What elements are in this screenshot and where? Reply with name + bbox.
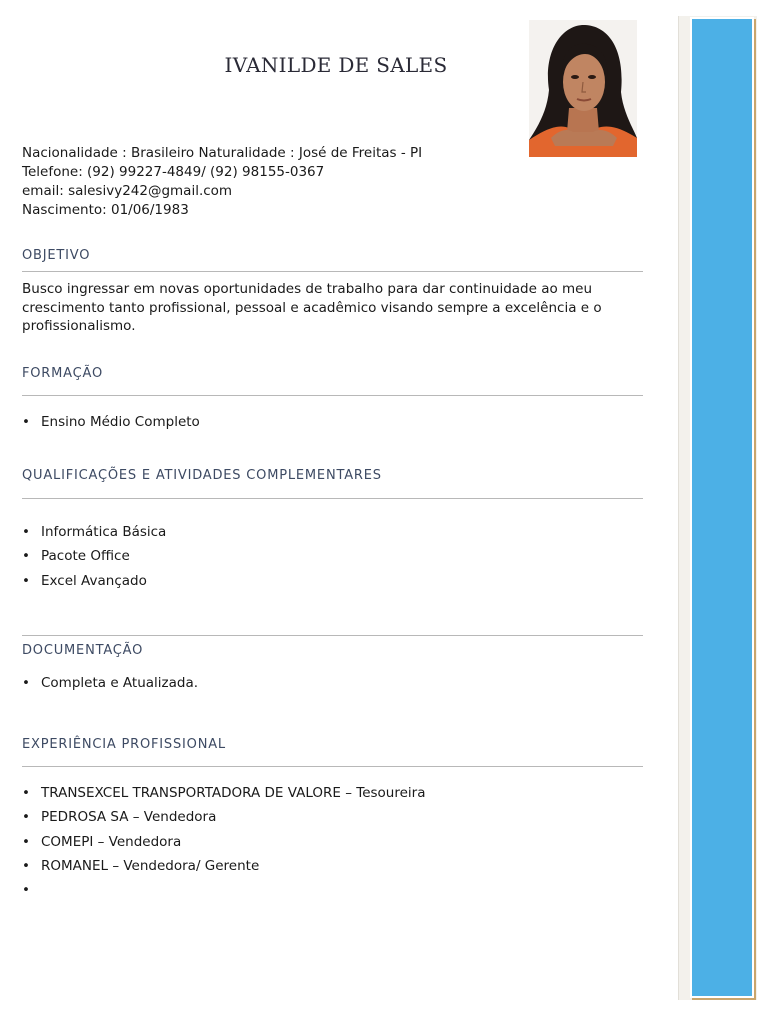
objective-text: Busco ingressar em novas oportunidades de trabalho para dar continuidade ao meu crescimento tanto profissional, pessoal e acadêmico visando sempre a excelência e o profissionalismo. (22, 281, 602, 334)
birthdate-line: Nascimento: 01/06/1983 (22, 202, 189, 218)
section-title-objetivo: OBJETIVO (22, 248, 91, 263)
list-item: • ROMANEL – Vendedora/ Gerente (22, 854, 425, 878)
divider (22, 766, 643, 767)
list-item (22, 878, 425, 902)
phone-line: Telefone: (92) 99227-4849/ (92) 98155-0367 (22, 164, 325, 180)
list-item: • Informática Básica (22, 520, 166, 544)
experience-list (22, 781, 425, 902)
profile-photo (529, 20, 637, 157)
candidate-name: IVANILDE DE SALES (224, 53, 448, 77)
list-item: • TRANSEXCEL TRANSPORTADORA DE VALORE – Tesoureira (22, 781, 425, 805)
section-title-documentacao: DOCUMENTAÇÃO (22, 643, 144, 658)
divider (22, 498, 643, 499)
list-item: • Pacote Office (22, 544, 166, 568)
section-title-experiencia: EXPERIÊNCIA PROFISSIONAL (22, 737, 226, 752)
email-line: email: salesivy242@gmail.com (22, 183, 233, 199)
personal-info (22, 144, 422, 220)
section-title-formacao: FORMAÇÃO (22, 366, 103, 381)
list-item: • COMEPI – Vendedora (22, 830, 425, 854)
divider (22, 271, 643, 272)
list-item: • Ensino Médio Completo (22, 410, 200, 434)
qualifications-list (22, 520, 166, 593)
divider (22, 395, 643, 396)
list-item: • Excel Avançado (22, 569, 166, 593)
nationality-line: Nacionalidade : Brasileiro Naturalidade : José de Freitas - PI (22, 145, 423, 161)
documentation-list (22, 671, 198, 695)
list-item: • PEDROSA SA – Vendedora (22, 805, 425, 829)
list-item: • Completa e Atualizada. (22, 671, 198, 695)
side-accent-bar (690, 17, 754, 998)
education-list (22, 410, 200, 434)
section-title-qualificacoes: QUALIFICAÇÕES E ATIVIDADES COMPLEMENTARES (22, 468, 382, 483)
divider (22, 635, 643, 636)
